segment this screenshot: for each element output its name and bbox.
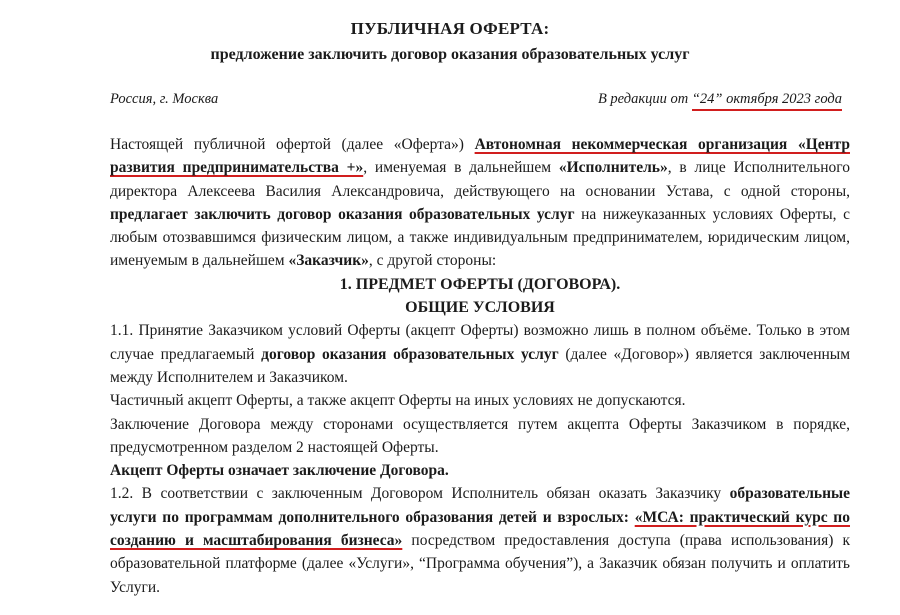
intro-text-2: , именуемая в дальнейшем	[363, 159, 559, 177]
edition-info	[598, 91, 842, 108]
intro-paragraph	[110, 133, 850, 273]
edition-prefix: В редакции от	[597, 91, 692, 107]
clause-1-1-text-2: (далее «Договор») является заключенным между Исполнителем и Заказчиком.	[110, 345, 851, 386]
intro-text-1: Настоящей публичной офертой (далее «Оферта»)	[110, 136, 475, 153]
document-title: ПУБЛИЧНАЯ ОФЕРТА:	[350, 19, 550, 38]
city-label: Россия, г. Москва	[110, 91, 219, 107]
contract-type: договор оказания образовательных услуг	[261, 345, 559, 363]
document-body	[110, 133, 850, 599]
customer-term: «Заказчик»	[288, 252, 369, 270]
clause-1-2	[110, 482, 850, 598]
clause-1-2-text-2: посредством предоставления доступа (права использования) к образовательной платформе (далее «Услуги», “Программа обучения”), а Заказчик обязан получить и оплатить Услуги.	[110, 532, 850, 596]
acceptance-statement: Акцепт Оферты означает заключение Договора.	[110, 462, 449, 480]
organization-name: Автономная некоммерческая организация «Центр развития предпринимательства +»	[110, 136, 850, 177]
intro-text-3: , в лице Исполнительного директора Алексеева Василия Александровича, действующего на основании Устава, с одной стороны,	[110, 159, 850, 200]
services-description: образовательные услуги по программам дополнительного образования детей и взрослых:	[110, 485, 850, 526]
program-name: «МСА: практический курс по созданию и масштабирования бизнеса»	[110, 508, 850, 550]
clause-1-1	[110, 319, 850, 389]
edition-date: “24” октября 2023 года	[692, 91, 842, 111]
intro-text-5: , с другой стороны:	[368, 252, 497, 270]
document-subtitle: предложение заключить договор оказания образовательных услуг	[210, 46, 690, 63]
clause-1-2-text-1: 1.2. В соответствии с заключенным Договором Исполнитель обязан оказать Заказчику	[110, 485, 730, 503]
offer-statement: предлагает заключить договор оказания образовательных услуг	[110, 205, 575, 223]
section-heading: 1. ПРЕДМЕТ ОФЕРТЫ (ДОГОВОРА).	[339, 275, 621, 293]
clause-partial-acceptance: Частичный акцепт Оферты, а также акцепт Оферты на иных условиях не допускаются.	[110, 392, 686, 410]
clause-1-1-text-1: 1.1. Принятие Заказчиком условий Оферты (акцепт Оферты) возможно лишь в полном объёме. Только в этом случае предлагаемый	[110, 322, 850, 363]
clause-acceptance-means	[110, 459, 850, 482]
clause-conclusion: Заключение Договора между сторонами осуществляется путем акцепта Оферты Заказчиком в порядке, предусмотренном разделом 2 настоящей Оферты.	[110, 415, 850, 456]
intro-text-4: на нижеуказанных условиях Оферты, с любым отозвавшимся физическим лицом, а также индивидуальным предпринимателем, юридическим лицом, именуемым в дальнейшем	[110, 205, 850, 270]
section-subheading: ОБЩИЕ УСЛОВИЯ	[405, 299, 555, 317]
executor-term: «Исполнитель»	[558, 159, 668, 177]
